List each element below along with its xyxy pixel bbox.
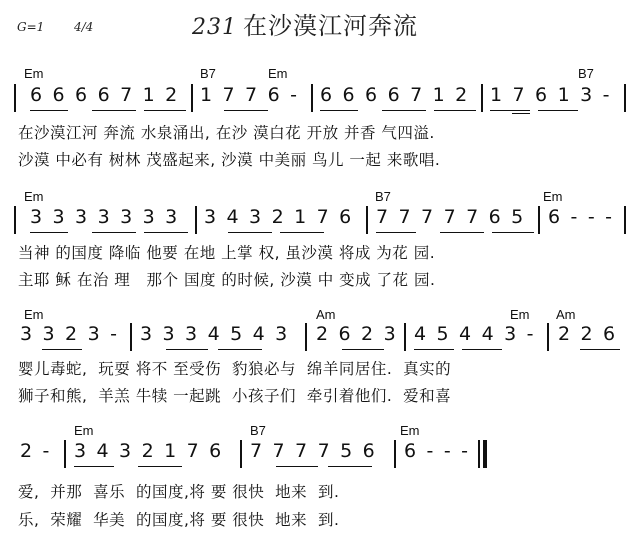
bar-line: [624, 206, 626, 234]
chord-label: B7: [200, 66, 216, 81]
chord-label: Am: [316, 307, 336, 322]
final-bar-line-thick: [483, 440, 487, 468]
beat-underline: [92, 110, 136, 111]
beat-underline: [280, 232, 324, 233]
beat-underline: [434, 110, 476, 111]
beat-underline: [224, 110, 268, 111]
bar-line: [240, 440, 242, 468]
song-title: [192, 6, 418, 41]
bar-line: [404, 323, 406, 351]
notation-measure: 4 5 4 4 3 -: [414, 323, 536, 345]
beat-underline: [138, 466, 182, 467]
beat-underline: [342, 349, 384, 350]
chord-label: B7: [578, 66, 594, 81]
beat-underline: [228, 232, 272, 233]
lyric-verse-2: 沙漠 中必有 树林 茂盛起来, 沙漠 中美丽 鸟儿 一起 来歌唱.: [18, 151, 441, 169]
lyric-verse-2: 主耶 稣 在治 理 那个 国度 的时候, 沙漠 中 变成 了花 园.: [18, 271, 436, 289]
bar-line: [305, 323, 307, 351]
final-bar-line: [478, 440, 480, 468]
key-signature: G=1: [17, 20, 45, 34]
beat-underline: [218, 349, 262, 350]
chord-label: Em: [400, 423, 420, 438]
notation-measure: 1 7 6 1 3 -: [490, 84, 612, 106]
bar-line: [538, 206, 540, 234]
beat-underline: [440, 232, 484, 233]
beat-underline: [276, 466, 318, 467]
notation-measure: 2 -: [20, 440, 52, 462]
beat-underline: [30, 232, 68, 233]
chord-label: Em: [543, 189, 563, 204]
beat-underline: [538, 110, 578, 111]
bar-line: [624, 84, 626, 112]
notation-measure: 3 3 3 3 3 3 3: [30, 206, 180, 228]
bar-line: [195, 206, 197, 234]
chord-label: Em: [74, 423, 94, 438]
beat-underline: [92, 232, 136, 233]
lyric-verse-2: 狮子和熊, 羊羔 牛犊 一起跳 小孩子们 牵引着他们. 爱和喜: [18, 387, 452, 405]
beat-underline: [144, 232, 188, 233]
notation-measure: 1 7 7 6 -: [200, 84, 300, 106]
time-signature: 4/4: [74, 20, 94, 34]
chord-label: Em: [24, 307, 44, 322]
beat-underline: [414, 349, 454, 350]
bar-line: [394, 440, 396, 468]
beat-underline: [382, 110, 426, 111]
bar-line: [311, 84, 313, 112]
lyric-verse-1: 婴儿毒蛇, 玩耍 将不 至受伤 豹狼必与 绵羊同居住. 真实的: [18, 360, 452, 378]
notation-measure: 3 3 2 3 -: [20, 323, 120, 345]
song-title-text: 在沙漠江河奔流: [243, 12, 418, 40]
notation-measure: 2 2 6: [558, 323, 618, 345]
notation-measure: 7 7 7 7 5 6: [250, 440, 377, 462]
beat-underline: [492, 232, 534, 233]
song-number: 231: [192, 15, 237, 40]
notation-measure: 3 4 3 2 1 7 6: [74, 440, 224, 462]
bar-line: [64, 440, 66, 468]
chord-label: Em: [268, 66, 288, 81]
chord-label: B7: [375, 189, 391, 204]
notation-measure: 6 - - -: [404, 440, 471, 462]
beat-underline: [144, 110, 186, 111]
beat-underline: [30, 110, 68, 111]
notation-measure: 6 6 6 6 7 1 2: [30, 84, 180, 106]
chord-label: Am: [556, 307, 576, 322]
lyric-verse-1: 当神 的国度 降临 他要 在地 上掌 权, 虽沙漠 将成 为花 园.: [18, 244, 436, 262]
lyric-verse-2: 乐, 荣耀 华美 的国度,将 要 很快 地来 到.: [18, 511, 340, 529]
chord-label: Em: [24, 66, 44, 81]
notation-measure: 6 - - -: [548, 206, 615, 228]
chord-label: Em: [24, 189, 44, 204]
notation-measure: 3 4 3 2 1 7 6: [204, 206, 354, 228]
lyric-verse-1: 在沙漠江河 奔流 水泉涌出, 在沙 漠白花 开放 并香 气四溢.: [18, 124, 435, 142]
notation-measure: 3 3 3 4 5 4 3: [140, 323, 290, 345]
chord-label: Em: [510, 307, 530, 322]
beat-underline: [320, 110, 358, 111]
beat-underline: [166, 349, 208, 350]
chord-label: B7: [250, 423, 266, 438]
bar-line: [14, 206, 16, 234]
beat-underline: [512, 113, 530, 114]
beat-underline: [490, 110, 530, 111]
beat-underline: [74, 466, 114, 467]
beat-underline: [42, 349, 82, 350]
notation-measure: 7 7 7 7 7 6 5: [376, 206, 526, 228]
beat-underline: [462, 349, 502, 350]
bar-line: [191, 84, 193, 112]
notation-measure: 6 6 6 6 7 1 2: [320, 84, 470, 106]
beat-underline: [580, 349, 620, 350]
lyric-verse-1: 爱, 并那 喜乐 的国度,将 要 很快 地来 到.: [18, 483, 340, 501]
bar-line: [14, 84, 16, 112]
bar-line: [366, 206, 368, 234]
bar-line: [130, 323, 132, 351]
beat-underline: [328, 466, 372, 467]
bar-line: [547, 323, 549, 351]
bar-line: [481, 84, 483, 112]
beat-underline: [376, 232, 416, 233]
notation-measure: 2 6 2 3: [316, 323, 398, 345]
